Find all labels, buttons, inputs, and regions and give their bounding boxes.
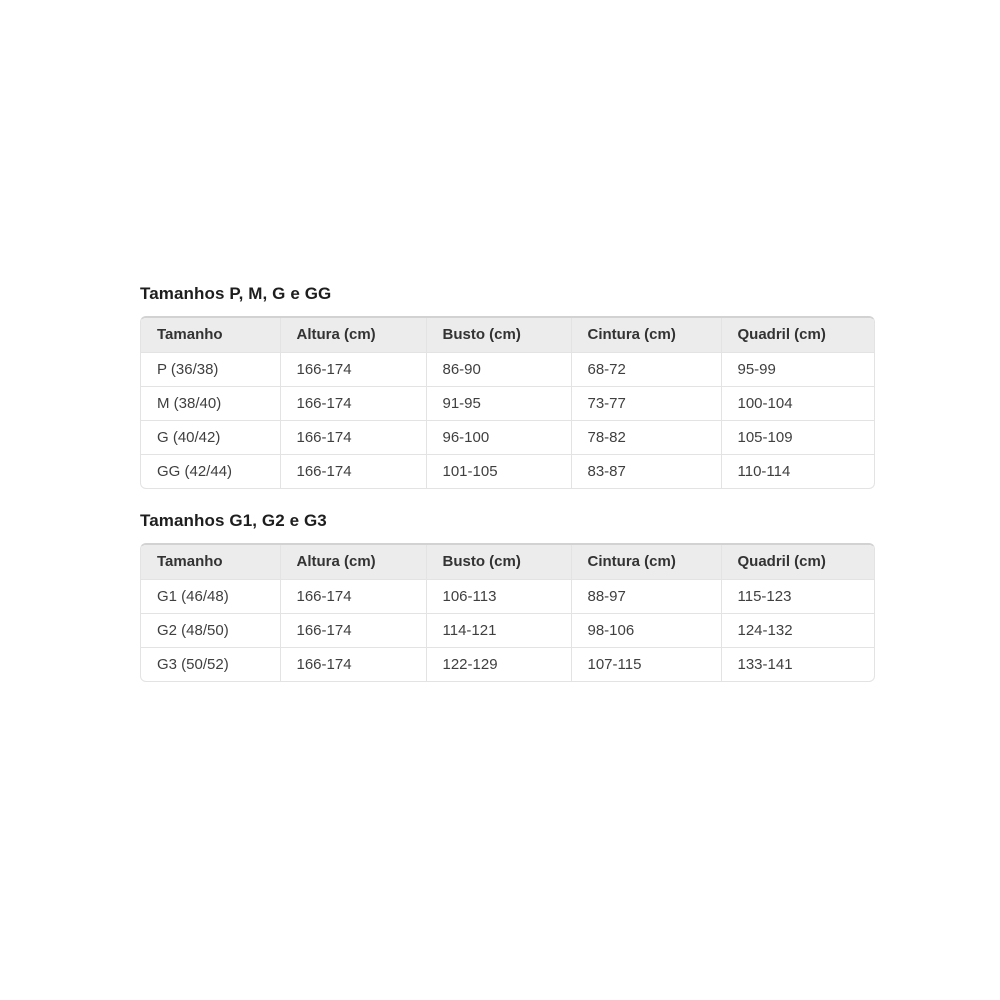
- table-cell: 83-87: [571, 454, 721, 488]
- table-cell: GG (42/44): [141, 454, 280, 488]
- section-title: Tamanhos G1, G2 e G3: [140, 511, 327, 530]
- table-cell: 124-132: [721, 613, 875, 647]
- table-cell: 106-113: [426, 579, 571, 613]
- header-cell: Altura (cm): [280, 545, 426, 579]
- table-cell: 166-174: [280, 579, 426, 613]
- header-cell: Tamanho: [141, 318, 280, 352]
- table-row: [141, 454, 875, 488]
- header-cell: Tamanho: [141, 545, 280, 579]
- table-cell: 115-123: [721, 579, 875, 613]
- table-cell: 101-105: [426, 454, 571, 488]
- table-row: [141, 613, 875, 647]
- header-cell: Altura (cm): [280, 318, 426, 352]
- table-cell: 68-72: [571, 352, 721, 386]
- header-cell: Quadril (cm): [721, 545, 875, 579]
- table-row: [141, 386, 875, 420]
- table-cell: 95-99: [721, 352, 875, 386]
- table-header-row: [141, 318, 875, 352]
- table-cell: 98-106: [571, 613, 721, 647]
- table-cell: 166-174: [280, 420, 426, 454]
- table-cell: G (40/42): [141, 420, 280, 454]
- table-row: [141, 579, 875, 613]
- size-table: [141, 545, 875, 681]
- size-table: [141, 318, 875, 488]
- table-row: [141, 352, 875, 386]
- table-cell: 110-114: [721, 454, 875, 488]
- table-cell: 100-104: [721, 386, 875, 420]
- size-table-wrap: [140, 316, 875, 489]
- table-cell: 96-100: [426, 420, 571, 454]
- size-section-g1g2g3: [140, 511, 875, 682]
- table-cell: 88-97: [571, 579, 721, 613]
- table-cell: 166-174: [280, 613, 426, 647]
- table-cell: G1 (46/48): [141, 579, 280, 613]
- table-header-row: [141, 545, 875, 579]
- table-cell: M (38/40): [141, 386, 280, 420]
- table-cell: 78-82: [571, 420, 721, 454]
- header-cell: Busto (cm): [426, 545, 571, 579]
- table-cell: 114-121: [426, 613, 571, 647]
- table-cell: 107-115: [571, 647, 721, 681]
- table-cell: 166-174: [280, 647, 426, 681]
- size-charts-content: [140, 284, 875, 682]
- table-cell: P (36/38): [141, 352, 280, 386]
- table-cell: G2 (48/50): [141, 613, 280, 647]
- header-cell: Cintura (cm): [571, 545, 721, 579]
- table-cell: G3 (50/52): [141, 647, 280, 681]
- header-cell: Cintura (cm): [571, 318, 721, 352]
- table-cell: 166-174: [280, 454, 426, 488]
- header-cell: Quadril (cm): [721, 318, 875, 352]
- table-row: [141, 420, 875, 454]
- table-cell: 86-90: [426, 352, 571, 386]
- table-cell: 122-129: [426, 647, 571, 681]
- header-cell: Busto (cm): [426, 318, 571, 352]
- table-cell: 166-174: [280, 386, 426, 420]
- table-row: [141, 647, 875, 681]
- table-cell: 166-174: [280, 352, 426, 386]
- table-cell: 91-95: [426, 386, 571, 420]
- size-table-wrap: [140, 543, 875, 682]
- table-cell: 105-109: [721, 420, 875, 454]
- table-cell: 73-77: [571, 386, 721, 420]
- section-title: Tamanhos P, M, G e GG: [140, 284, 332, 303]
- size-section-pmggg: [140, 284, 875, 489]
- table-cell: 133-141: [721, 647, 875, 681]
